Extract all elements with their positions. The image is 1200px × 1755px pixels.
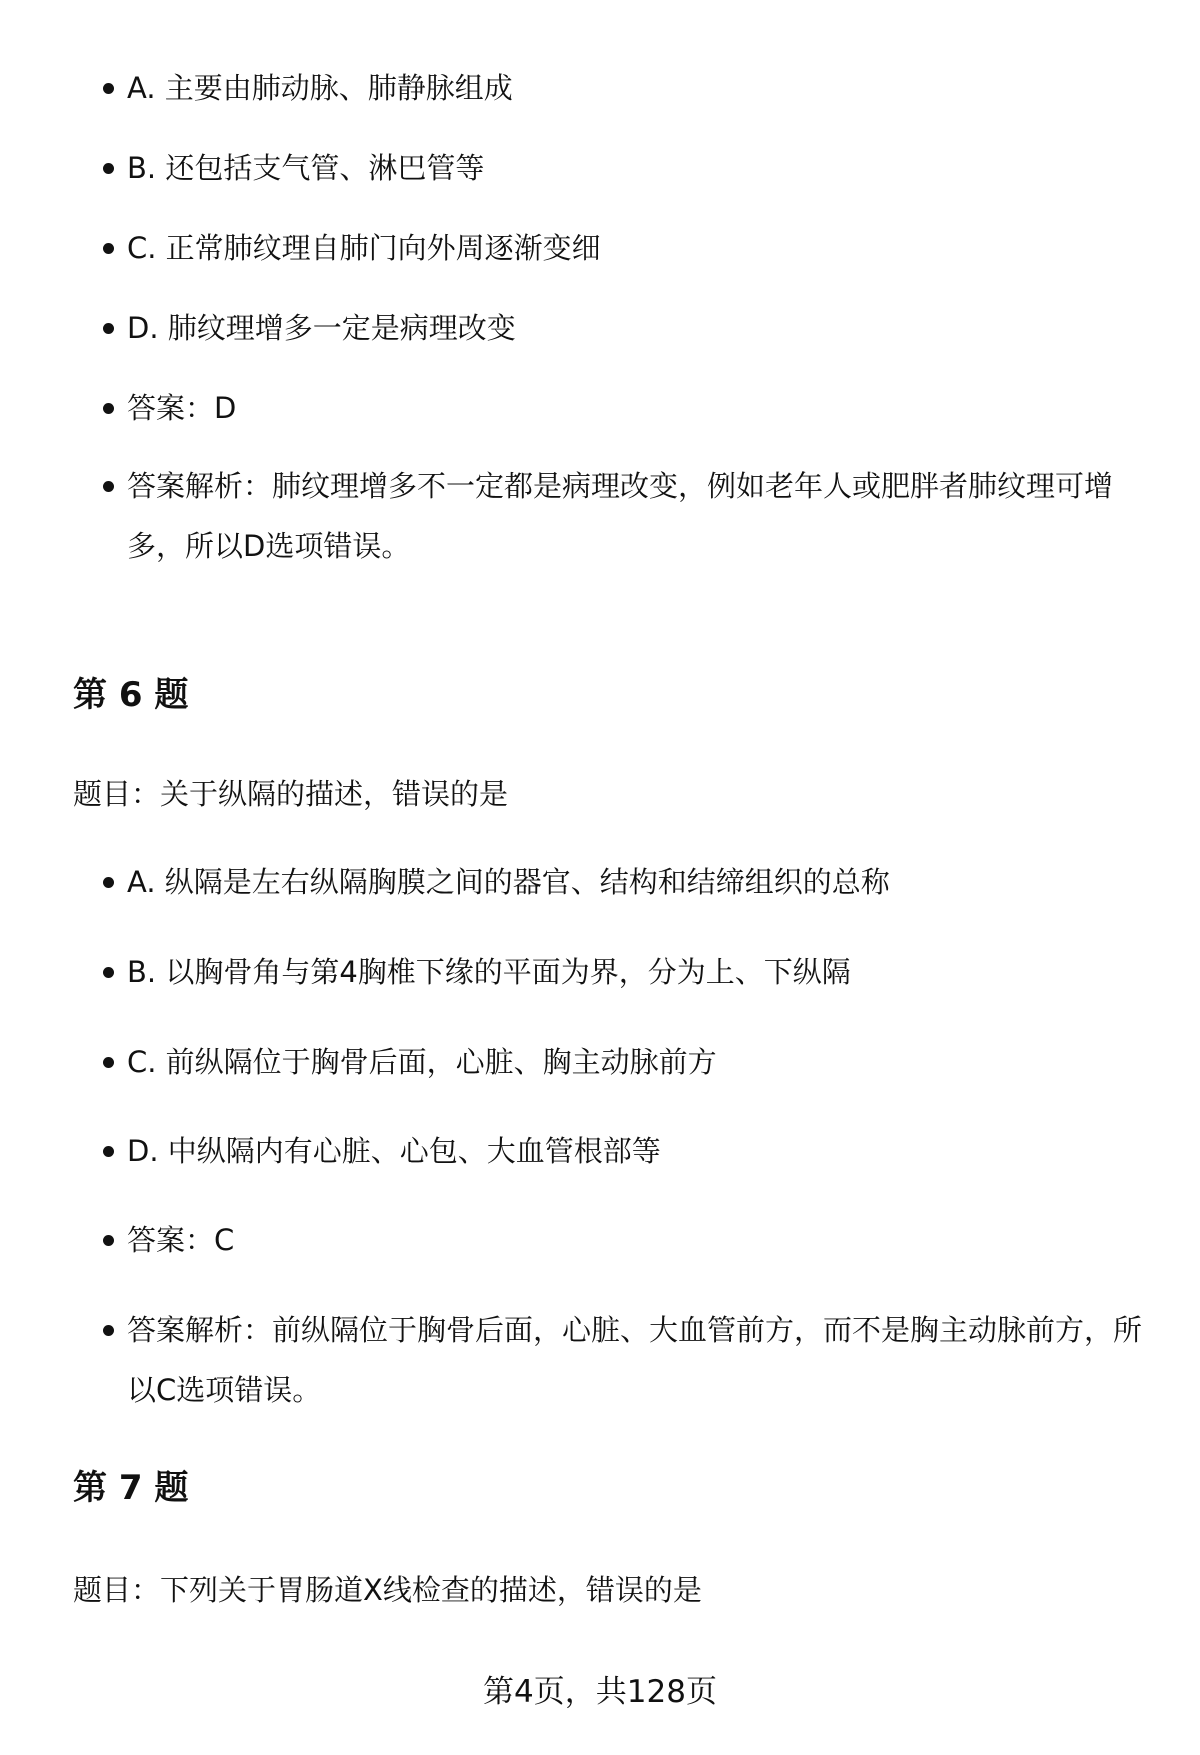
q6-option-b: B. 以胸骨角与第4胸椎下缘的平面为界，分为上、下纵隔 [127, 942, 1147, 1002]
q7-stem: 题目：下列关于胃肠道X线检查的描述，错误的是 [73, 1573, 702, 1607]
q5-explanation: 答案解析：肺纹理增多不一定都是病理改变，例如老年人或肥胖者肺纹理可增多，所以D选项错误。 [127, 456, 1147, 576]
q6-option-d: D. 中纵隔内有心脏、心包、大血管根部等 [127, 1121, 1147, 1181]
q6-stem: 题目：关于纵隔的描述，错误的是 [73, 777, 509, 811]
q6-option-a: A. 纵隔是左右纵隔胸膜之间的器官、结构和结缔组织的总称 [127, 852, 1147, 912]
q5-option-a: A. 主要由肺动脉、肺静脉组成 [127, 58, 1147, 118]
q6-option-c: C. 前纵隔位于胸骨后面，心脏、胸主动脉前方 [127, 1032, 1147, 1092]
q5-option-b: B. 还包括支气管、淋巴管等 [127, 138, 1147, 198]
q5-option-d: D. 肺纹理增多一定是病理改变 [127, 298, 1147, 358]
q5-option-c: C. 正常肺纹理自肺门向外周逐渐变细 [127, 218, 1147, 278]
q7-heading: 第 7 题 [73, 1468, 189, 1508]
q6-heading: 第 6 题 [73, 675, 189, 715]
q5-answer: 答案：D [127, 378, 1147, 438]
page-number-footer: 第4页，共128页 [483, 1674, 717, 1710]
q6-explanation: 答案解析：前纵隔位于胸骨后面，心脏、大血管前方，而不是胸主动脉前方，所以C选项错误。 [127, 1300, 1147, 1420]
q6-answer: 答案：C [127, 1210, 1147, 1270]
